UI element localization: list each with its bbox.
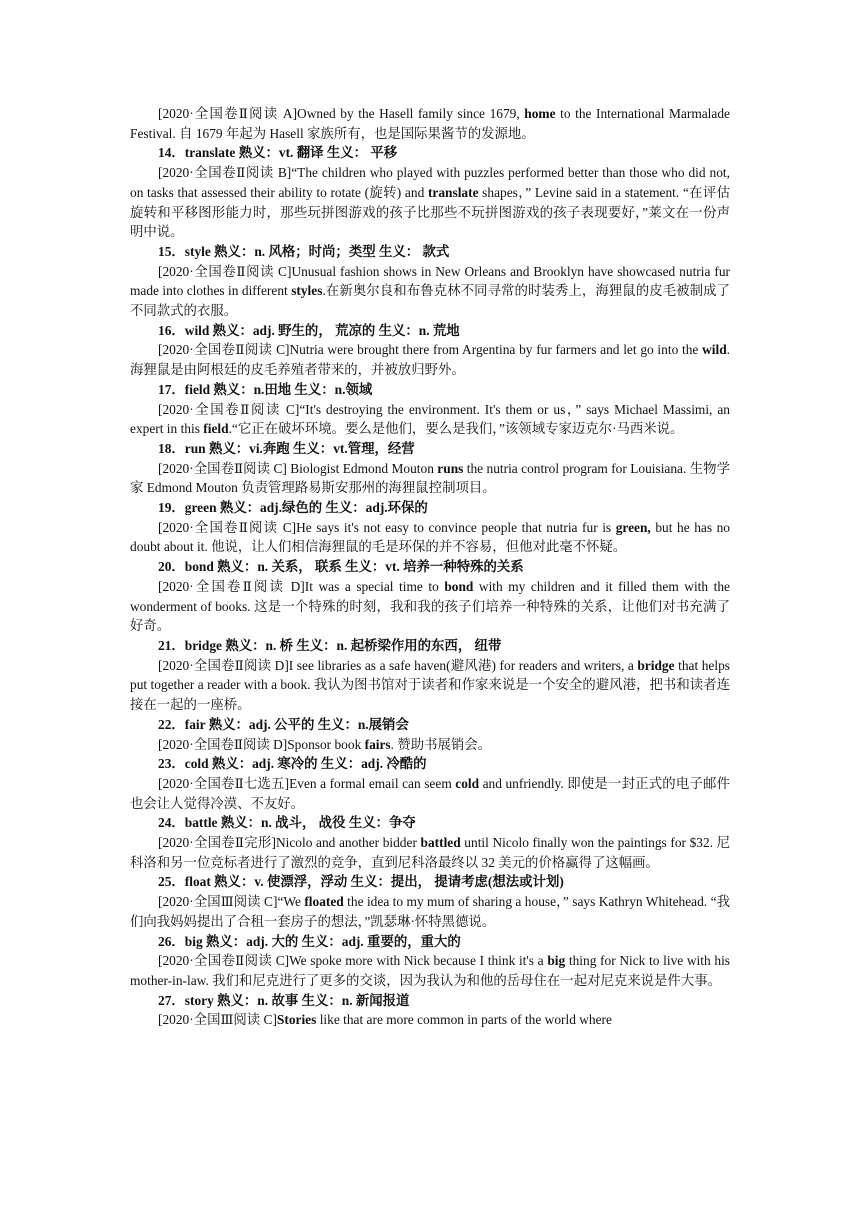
vocab-heading: 20．bond 熟义：n. 关系， 联系 生义：vt. 培养一种特殊的关系	[158, 559, 524, 575]
sentence-text: [2020·全国卷Ⅱ阅读 C]Unusual fashion shows in New Orleans and Brooklyn have showcased nutria fur made into clothes in different	[130, 263, 730, 299]
vocab-heading: 26．big 熟义：adj. 大的 生义：adj. 重要的，重大的	[158, 933, 461, 949]
example-sentence	[130, 656, 730, 715]
key-word: big	[547, 953, 566, 969]
key-word: bond	[444, 578, 474, 594]
key-word: fairs	[364, 736, 391, 752]
sentence-text: [2020·全国卷Ⅱ阅读 C]He says it's not easy to convince people that nutria fur is	[158, 519, 616, 535]
sentence-text: [2020·全国卷Ⅱ七选五]Even a formal email can seem	[158, 775, 456, 791]
vocab-heading: 19．green 熟义：adj.绿色的 生义：adj.环保的	[158, 500, 428, 516]
key-word: runs	[437, 460, 464, 476]
sentence-text: . 赞助书展销会。	[390, 736, 492, 752]
sentence-text: the idea to my mum of sharing a house，” says Kathryn Whitehead. “我们向我妈妈提出了合租一套房子的想法，”凯瑟琳·怀特黑德说。	[130, 894, 730, 929]
vocab-heading: 25．float 熟义：v. 使漂浮，浮动 生义：提出， 提请考虑(想法或计划)	[158, 874, 564, 890]
key-word: field	[203, 421, 229, 437]
sentence-text: [2020·全国卷Ⅱ阅读 D]I see libraries as a safe haven(避风港) for readers and writers, a	[158, 657, 638, 673]
key-word: cold	[455, 775, 480, 791]
sentence-text: [2020·全国卷Ⅱ阅读 C]“It's destroying the environment. It's them or us，” says Michael Massimi, an expert in this	[130, 401, 730, 437]
key-word: home	[524, 106, 556, 121]
key-word: bridge	[637, 657, 675, 673]
example-sentence	[130, 518, 730, 557]
key-word: green,	[615, 519, 651, 535]
sentence-text: [2020·全国卷Ⅱ阅读 D]It was a special time to	[158, 578, 445, 594]
sentence-text: and unfriendly. 即使是一封正式的电子邮件也会让人觉得冷漠、不友好。	[130, 775, 730, 811]
vocab-heading: 18．run 熟义：vi.奔跑 生义：vt.管理，经营	[158, 440, 415, 456]
key-word: styles	[291, 283, 323, 299]
sentence-text: to the International Marmalade Festival. 自 1679 年起为 Hasell 家族所有，也是国际果酱节的发源地。	[130, 106, 730, 141]
sentence-text: [2020·全国卷Ⅱ完形]Nicolo and another bidder	[158, 835, 421, 851]
sentence-text: shapes，” Levine said in a statement. “在评估旋转和平移图形能力时，那些玩拼图游戏的孩子比那些不玩拼图游戏的孩子表现要好，”莱文在一份声明中说。	[130, 184, 730, 240]
example-sentence	[130, 459, 730, 498]
example-sentence	[130, 1010, 730, 1030]
sentence-text: [2020·全国Ⅲ阅读 C]“We	[158, 894, 305, 910]
sentence-text: [2020·全国卷Ⅱ阅读 C]Nutria were brought there from Argentina by fur farmers and let go into the	[158, 342, 703, 358]
vocab-heading: 14．translate 熟义：vt. 翻译 生义： 平移	[158, 145, 398, 161]
sentence-text: [2020·全国Ⅲ阅读 C]	[158, 1012, 277, 1028]
key-word: Stories	[276, 1012, 317, 1028]
example-sentence	[130, 833, 730, 872]
sentence-text: like that are more common in parts of the world where	[316, 1012, 612, 1028]
sentence-text: .“它正在破坏环境。要么是他们，要么是我们，”该领域专家迈克尔·马西米说。	[228, 421, 684, 437]
sentence-text: [2020·全国卷Ⅱ阅读 C] Biologist Edmond Mouton	[158, 460, 438, 476]
example-sentence	[130, 400, 730, 439]
sentence-text: thing for Nick to live with his mother-in-law. 我们和尼克进行了更多的交谈，因为我认为和他的岳母住在一起对尼克来说是件大事。	[130, 953, 730, 988]
example-sentence	[130, 104, 730, 143]
vocab-heading: 27．story 熟义：n. 故事 生义：n. 新闻报道	[158, 992, 410, 1008]
vocab-heading: 24．battle 熟义：n. 战斗， 战役 生义：争夺	[158, 815, 416, 831]
sentence-text: [2020·全国卷Ⅱ阅读 B]“The children who played with puzzles performed better than those who did not, on tasks that assessed their ability to rotate (旋转) and	[130, 165, 730, 200]
sentence-text: that helps put together a reader with a book. 我认为图书馆对于读者和作家来说是一个安全的避风港，把书和读者连接在一起的一座桥。	[130, 657, 730, 713]
sentence-text: until Nicolo finally won the paintings for $32. 尼科洛和另一位竞标者进行了激烈的竞争，直到尼科洛最终以 32 美元的价格赢得了这幅画。	[130, 835, 730, 870]
sentence-text: [2020·全国卷Ⅱ阅读 A]Owned by the Hasell family since 1679,	[158, 106, 525, 121]
example-sentence	[130, 577, 730, 636]
sentence-text: .海狸鼠是由阿根廷的皮毛养殖者带来的，并被放归野外。	[130, 342, 730, 378]
example-sentence	[130, 951, 730, 990]
sentence-text: with my children and it filled them with the wonderment of books. 这是一个特殊的时刻，我和我的孩子们培养一种特殊的关系，让他们对书充满了好奇。	[130, 578, 730, 634]
document-page	[130, 104, 730, 1030]
example-sentence	[130, 892, 730, 931]
vocab-heading: 17．field 熟义：n.田地 生义：n.领域	[158, 381, 373, 397]
key-word: battled	[420, 835, 461, 851]
vocab-heading: 15．style 熟义：n. 风格；时尚；类型 生义： 款式	[158, 243, 450, 259]
sentence-text: the nutria control program for Louisiana. 生物学家 Edmond Mouton 负责管理路易斯安那州的海狸鼠控制项目。	[130, 460, 730, 496]
example-sentence	[130, 340, 730, 379]
example-sentence	[130, 735, 730, 755]
vocab-heading: 22．fair 熟义：adj. 公平的 生义：n.展销会	[158, 716, 409, 732]
sentence-text: but he has no doubt about it. 他说，让人们相信海狸鼠的毛是环保的并不容易，但他对此毫不怀疑。	[130, 519, 730, 555]
sentence-text: [2020·全国卷Ⅱ阅读 D]Sponsor book	[158, 736, 365, 752]
key-word: translate	[427, 184, 479, 200]
sentence-text: [2020·全国卷Ⅱ阅读 C]We spoke more with Nick because I think it's a	[158, 953, 548, 969]
key-word: wild	[702, 342, 727, 358]
vocab-heading: 16．wild 熟义：adj. 野生的， 荒凉的 生义：n. 荒地	[158, 322, 460, 338]
key-word: floated	[304, 894, 344, 910]
example-sentence	[130, 163, 730, 242]
vocab-heading: 23．cold 熟义：adj. 寒冷的 生义：adj. 冷酷的	[158, 756, 427, 772]
example-sentence	[130, 774, 730, 813]
vocab-heading: 21．bridge 熟义：n. 桥 生义：n. 起桥梁作用的东西， 纽带	[158, 637, 502, 653]
sentence-text: .在新奥尔良和布鲁克林不同寻常的时装秀上，海狸鼠的皮毛被制成了不同款式的衣服。	[130, 283, 730, 319]
example-sentence	[130, 262, 730, 321]
